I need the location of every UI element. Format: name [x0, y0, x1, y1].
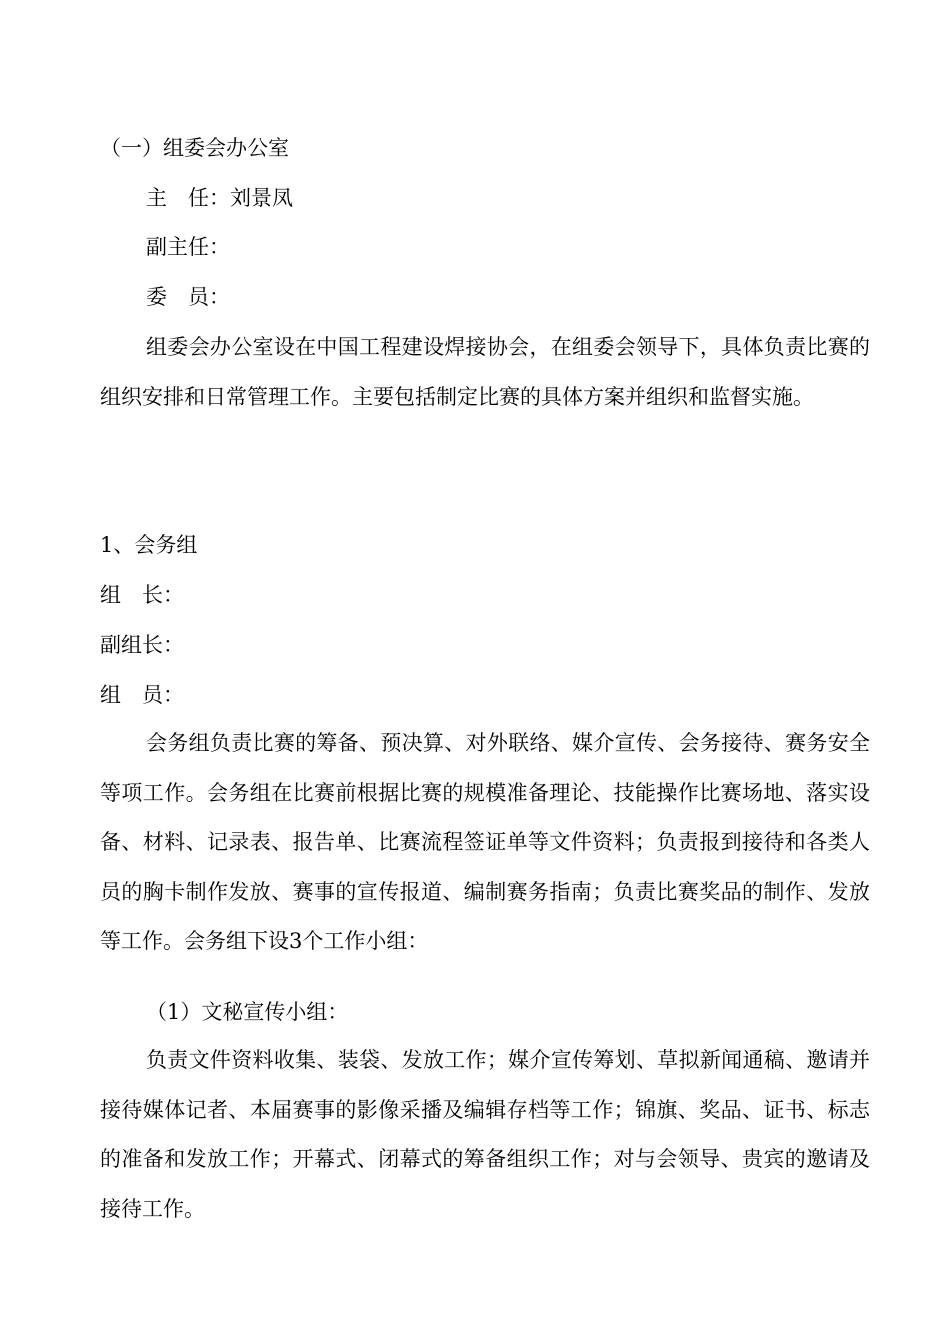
subgroup-heading: （1）文秘宣传小组： [146, 1000, 349, 1024]
section-heading: （一）组委会办公室 [100, 136, 289, 160]
members-line: 委 员： [146, 285, 230, 309]
deputy-director-line: 副主任： [146, 235, 230, 259]
group-description: 会务组负责比赛的筹备、预决算、对外联络、媒介宣传、会务接待、赛务安全等项工作。会务组在比赛前根据比赛的规模准备理论、技能操作比赛场地、落实设备、材料、记录表、报告单、比赛流程签证单等文件资料；负责报到接待和各类人员的胸卡制作发放、赛事的宣传报道、编制赛务指南；负责比赛奖品的制作、发放等工作。会务组下设3个工作小组： [100, 731, 870, 953]
subgroup-description: 负责文件资料收集、装袋、发放工作；媒介宣传筹划、草拟新闻通稿、邀请并接待媒体记者、本届赛事的影像采播及编辑存档等工作；锦旗、奖品、证书、标志的准备和发放工作；开幕式、闭幕式的筹备组织工作；对与会领导、贵宾的邀请及接待工作。 [100, 1048, 870, 1221]
director-line: 主 任：刘景凤 [146, 186, 293, 210]
group-deputy-leader-line: 副组长： [100, 633, 184, 657]
group-members-line: 组 员： [100, 683, 184, 707]
group-heading: 1、会务组 [100, 533, 198, 557]
office-description: 组委会办公室设在中国工程建设焊接协会，在组委会领导下，具体负责比赛的组织安排和日常管理工作。主要包括制定比赛的具体方案并组织和监督实施。 [100, 335, 870, 409]
group-leader-line: 组 长： [100, 583, 184, 607]
